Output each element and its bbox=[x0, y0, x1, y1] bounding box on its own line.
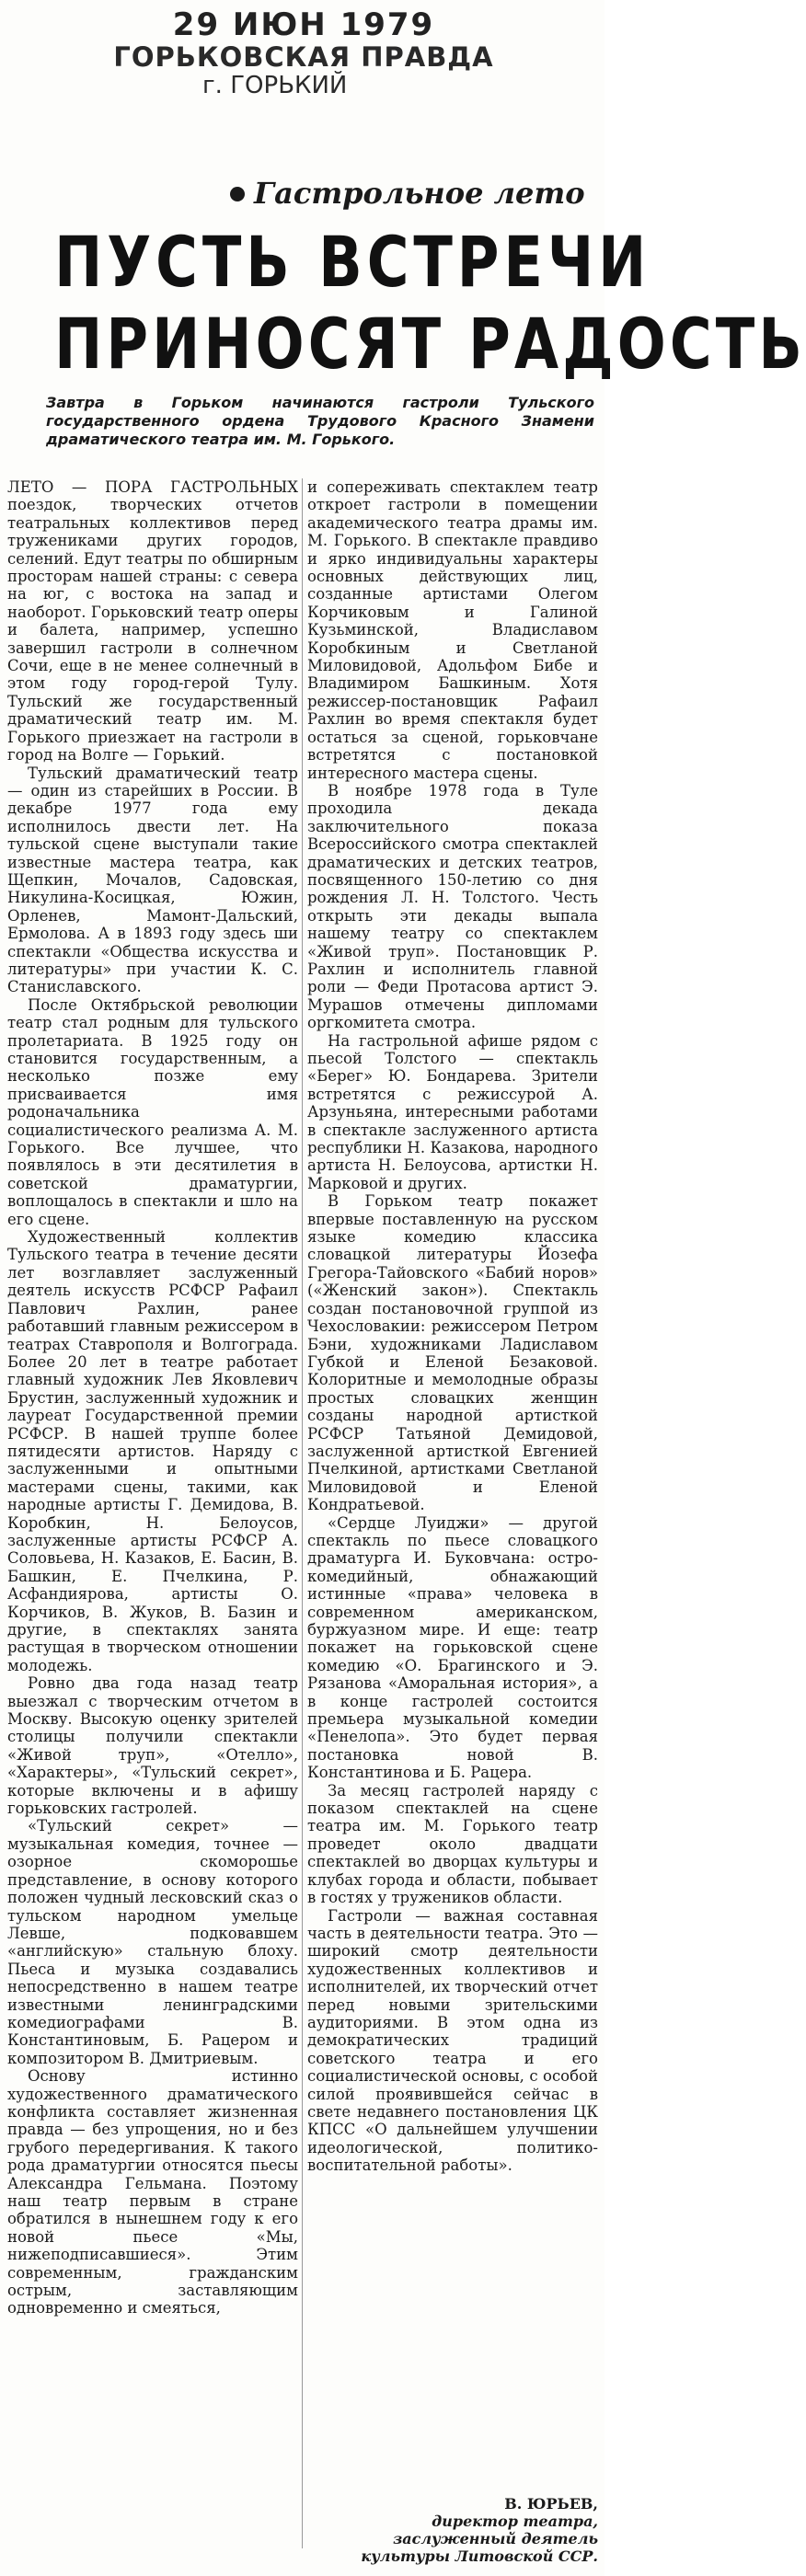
column-divider bbox=[302, 478, 303, 2548]
headline-line-2: ПРИНОСЯТ РАДОСТЬ bbox=[54, 303, 806, 385]
author-name: В. ЮРЬЕВ, bbox=[504, 2495, 598, 2513]
author-title: директор театра, заслуженный деятель культуры Литовской ССР. bbox=[361, 2513, 598, 2565]
article-paragraph: ЛЕТО — ПОРА ГАСТРОЛЬНЫХ поездок, творческих отчетов театральных коллективов перед тружениками других городов, селений. Едут театры по обширным просторам нашей страны: с севера на юг, с востока на запад и наоборот. Горьковский театр оперы и балета, например, успешно завершил гастроли в солнечном Сочи, еще в не менее солнечный в этом году город-герой Тулу. Тульский же государственный драматический театр им. М. Горького приезжает на гастроли в город на Волге — Горький. bbox=[7, 478, 298, 765]
article-paragraph: и сопереживать спектаклем театр откроет гастроли в помещении академического театра драмы им. М. Горького. В спектакле правдиво и ярко индивидуальны характеры основных действующих лиц, созданные артистами Олегом Корчиковым и Галиной Кузьминской, Владиславом Коробкиным и Светланой Миловидовой, Адольфом Бибе и Владимиром Башкиным. Хотя режиссер-постановщик Рафаил Рахлин во время спектакля будет остаться за сценой, горьковчане встретятся с постановкой интересного мастера сцены. bbox=[307, 478, 598, 782]
article-paragraph: За месяц гастролей наряду с показом спектаклей на сцене театра им. М. Горького театр проведет около двадцати спектаклей во дворцах культуры и клубах города и области, побывает в гостях у тружеников области. bbox=[307, 1781, 598, 1907]
rubric-title: Гастрольное лето bbox=[254, 176, 585, 211]
author-signature bbox=[307, 2495, 598, 2565]
stamp-date: 29 ИЮН 1979 bbox=[172, 6, 435, 43]
article-paragraph: После Октябрьской революции театр стал родным для тульского пролетариата. В 1925 году он становится государственным, а несколько позже ему присваивается имя родоначальника социалистического реализма А. М. Горького. Все лучшее, что появлялось в эти десятилетия в советской драматургии, воплощалось в спектакли и шло на его сцене. bbox=[7, 995, 298, 1228]
headline-line-1: ПУСТЬ ВСТРЕЧИ bbox=[54, 221, 651, 303]
article-paragraph: Гастроли — важная составная часть в деятельности театра. Это — широкий смотр деятельности художественных коллективов и исполнителей, их творческий отчет перед новыми зрительскими аудиториями. В этом одна из демократических традиций советского театра и его социалистической основы, с особой силой проявившейся сейчас в свете недавнего постановления ЦК КПСС «О дальнейшем улучшении идеологической, политико-воспитательной работы». bbox=[307, 1906, 598, 2175]
stamp-newspaper-name: ГОРЬКОВСКАЯ ПРАВДА bbox=[113, 41, 494, 73]
article-paragraph: В Горьком театр покажет впервые поставленную на русском языке комедию классика словацкой литературы Йозефа Грегора-Тайовского «Бабий норов» («Женский закон»). Спектакль создан постановочной группой из Чехословакии: режиссером Петром Бэни, художниками Ладиславом Губкой и Еленой Безаковой. Колоритные и мемолодные образы простых словацких женщин созданы народной артисткой РСФСР Татьяной Демидовой, заслуженной артисткой Евгенией Пчелкиной, артистками Светланой Миловидовой и Еленой Кондратьевой. bbox=[307, 1192, 598, 1514]
lead-paragraph: Завтра в Горьком начинаются гастроли Тульского государственного ордена Трудового Красного Знамени драматического театра им. М. Горького. bbox=[46, 394, 594, 448]
article-column-right bbox=[307, 478, 598, 2175]
article-paragraph: «Сердце Луиджи» — другой спектакль по пьесе словацкого драматурга И. Буковчана: остро-комедийный, обнажающий истинные «права» человека в современном американском, буржуазном мире. И еще: театр покажет на горьковской сцене комедию «О. Брагинского и Э. Рязанова «Аморальная история», а в конце гастролей состоится премьера музыкальной комедии «Пенелопа». Это будет первая постановка новой В. Константинова и Б. Рацера. bbox=[307, 1513, 598, 1782]
article-paragraph: Тульский драматический театр — один из старейших в России. В декабре 1977 года ему исполнилось двести лет. На тульской сцене выступали такие известные мастера театра, как Щепкин, Мочалов, Садовская, Никулина-Косицкая, Южин, Орленев, Мамонт-Дальский, Ермолова. А в 1893 году здесь ши спектакли «Общества искусства и литературы» при участии К. С. Станиславского. bbox=[7, 764, 298, 996]
article-paragraph: В ноябре 1978 года в Туле проходила декада заключительного показа Всероссийского смотра спектаклей драматических и детских театров, посвященного 150-летию со дня рождения Л. Н. Толстого. Честь открыть эти декады выпала нашему театру со спектаклем «Живой труп». Постановщик Р. Рахлин и исполнитель главной роли — Феди Протасова артист Э. Мурашов отмечены дипломами оргкомитета смотра. bbox=[307, 781, 598, 1032]
bullet-icon bbox=[230, 187, 245, 201]
archive-stamp bbox=[92, 7, 515, 99]
article-paragraph: «Тульский секрет» — музыкальная комедия, точнее — озорное скоморошье представление, в основу которого положен чудный лесковский сказ о тульском народном умельце Левше, подковавшем «английскую» стальную блоху. Пьеса и музыка создавались непосредственно в нашем театре известными ленинградскими комедиографами В. Константиновым, Б. Рацером и композитором В. Дмитриевым. bbox=[7, 1817, 298, 2067]
headline bbox=[0, 221, 806, 385]
article-paragraph: Основу истинно художественного драматического конфликта составляет жизненная правда — без упрощения, но и без грубого передергивания. К такого рода драматургии относятся пьесы Александра Гельмана. Поэтому наш театр первым в стране обратился в нынешнем году к его новой пьесе «Мы, нижеподписавшиеся». Этим современным, гражданским острым, заставляющим одновременно и смеяться, bbox=[7, 2067, 298, 2317]
article-paragraph: Художественный коллектив Тульского театра в течение десяти лет возглавляет заслуженный деятель искусств РСФСР Рафаил Павлович Рахлин, ранее работавший главным режиссером в театрах Ставрополя и Волгограда. Более 20 лет в театре работает главный художник Лев Яковлевич Брустин, заслуженный художник и лауреат Государственной премии РСФСР. В нашей труппе более пятидесяти артистов. Наряду с заслуженными и опытными мастерами сцены, такими, как народные артисты Г. Демидова, В. Коробкин, Н. Белоусов, заслуженные артисты РСФСР А. Соловьева, Н. Казаков, Е. Басин, В. Башкин, Е. Пчелкина, Р. Асфандиярова, артисты О. Корчиков, В. Жуков, В. Базин и другие, в спектаклях занята растущая в творческом отношении молодежь. bbox=[7, 1228, 298, 1674]
stamp-city: г. ГОРЬКИЙ bbox=[202, 72, 348, 99]
rubric bbox=[230, 175, 598, 215]
article-paragraph: На гастрольной афише рядом с пьесой Толстого — спектакль «Берег» Ю. Бондарева. Зрители встретятся с режиссурой А. Арзуньяна, интересными работами в спектакле заслуженного артиста республики Н. Казакова, народного артиста Н. Белоусова, артистки Н. Марковой и других. bbox=[307, 1031, 598, 1192]
article-column-left bbox=[7, 478, 298, 2317]
article-paragraph: Ровно два года назад театр выезжал с творческим отчетом в Москву. Высокую оценку зрителей столицы получили спектакли «Живой труп», «Отелло», «Характеры», «Тульский секрет», которые включены и в афишу горьковских гастролей. bbox=[7, 1674, 298, 1818]
